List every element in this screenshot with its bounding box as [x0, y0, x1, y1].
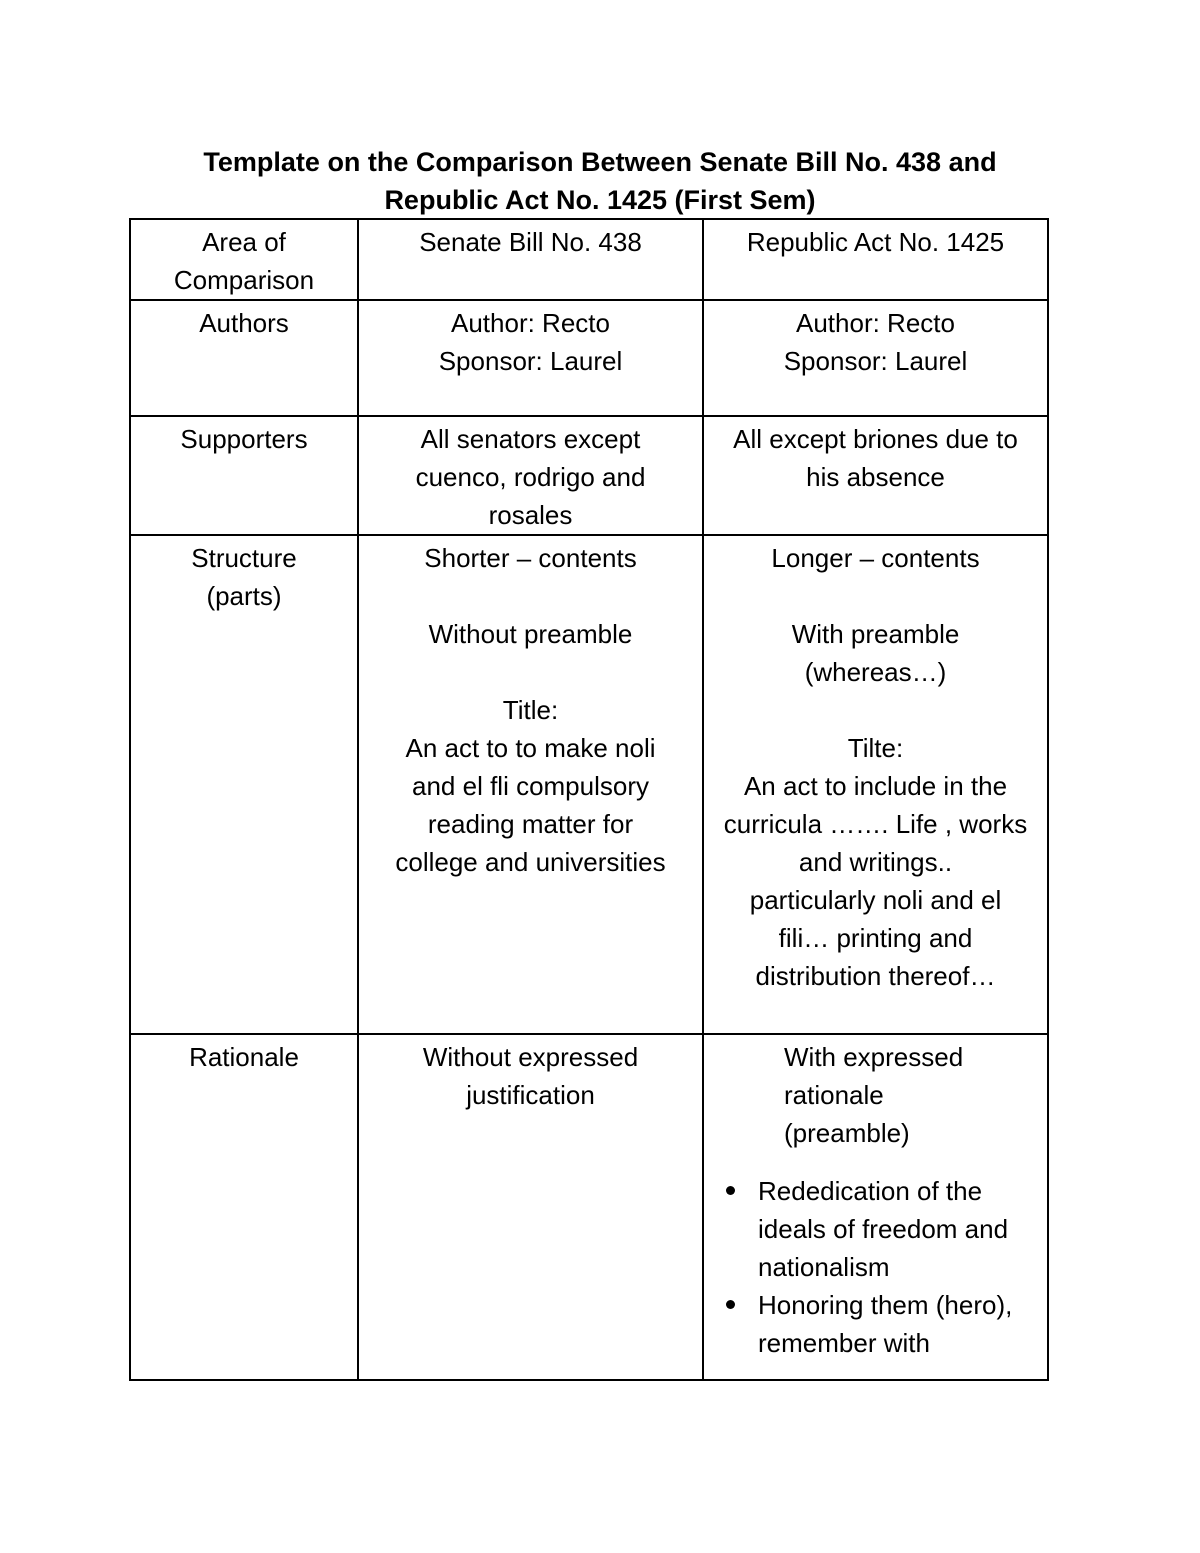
header-republic-act: Republic Act No. 1425 [703, 219, 1048, 300]
table-row-supporters [130, 416, 1048, 535]
table-row-structure [130, 535, 1048, 1034]
rationale-bullet-list [712, 1172, 1039, 1362]
supporters-republic-act: All except briones due to his absence [703, 416, 1048, 535]
table-row-authors [130, 300, 1048, 416]
header-senate-bill: Senate Bill No. 438 [358, 219, 703, 300]
document-title [130, 143, 1070, 219]
rationale-senate-bill: Without expressed justification [358, 1034, 703, 1380]
structure-label: Structure (parts) [130, 535, 358, 1034]
list-item: Honoring them (hero), remember with [750, 1286, 1039, 1362]
authors-republic-act: Author: Recto Sponsor: Laurel [703, 300, 1048, 416]
table-header-row [130, 219, 1048, 300]
rationale-label: Rationale [130, 1034, 358, 1380]
table-row-rationale [130, 1034, 1048, 1380]
rationale-republic-act [703, 1034, 1048, 1380]
authors-senate-bill: Author: Recto Sponsor: Laurel [358, 300, 703, 416]
structure-senate-bill: Shorter – contents Without preamble Title: An act to to make noli and el fli compulsory reading matter for college and universities [358, 535, 703, 1034]
rationale-intro: With expressed rationale (preamble) [784, 1042, 964, 1148]
list-item: Rededication of the ideals of freedom and nationalism [750, 1172, 1039, 1286]
structure-republic-act: Longer – contents With preamble (whereas…) Tilte: An act to include in the curricula ……. Life , works and writings.. particularly noli and el fili… printing and distribution thereof… [703, 535, 1048, 1034]
supporters-senate-bill: All senators except cuenco, rodrigo and rosales [358, 416, 703, 535]
title-line-1: Template on the Comparison Between Senate Bill No. 438 and [203, 147, 997, 177]
comparison-table [129, 218, 1049, 1381]
authors-label: Authors [130, 300, 358, 416]
header-area-of-comparison: Area of Comparison [130, 219, 358, 300]
supporters-label: Supporters [130, 416, 358, 535]
title-line-2: Republic Act No. 1425 (First Sem) [384, 185, 816, 215]
